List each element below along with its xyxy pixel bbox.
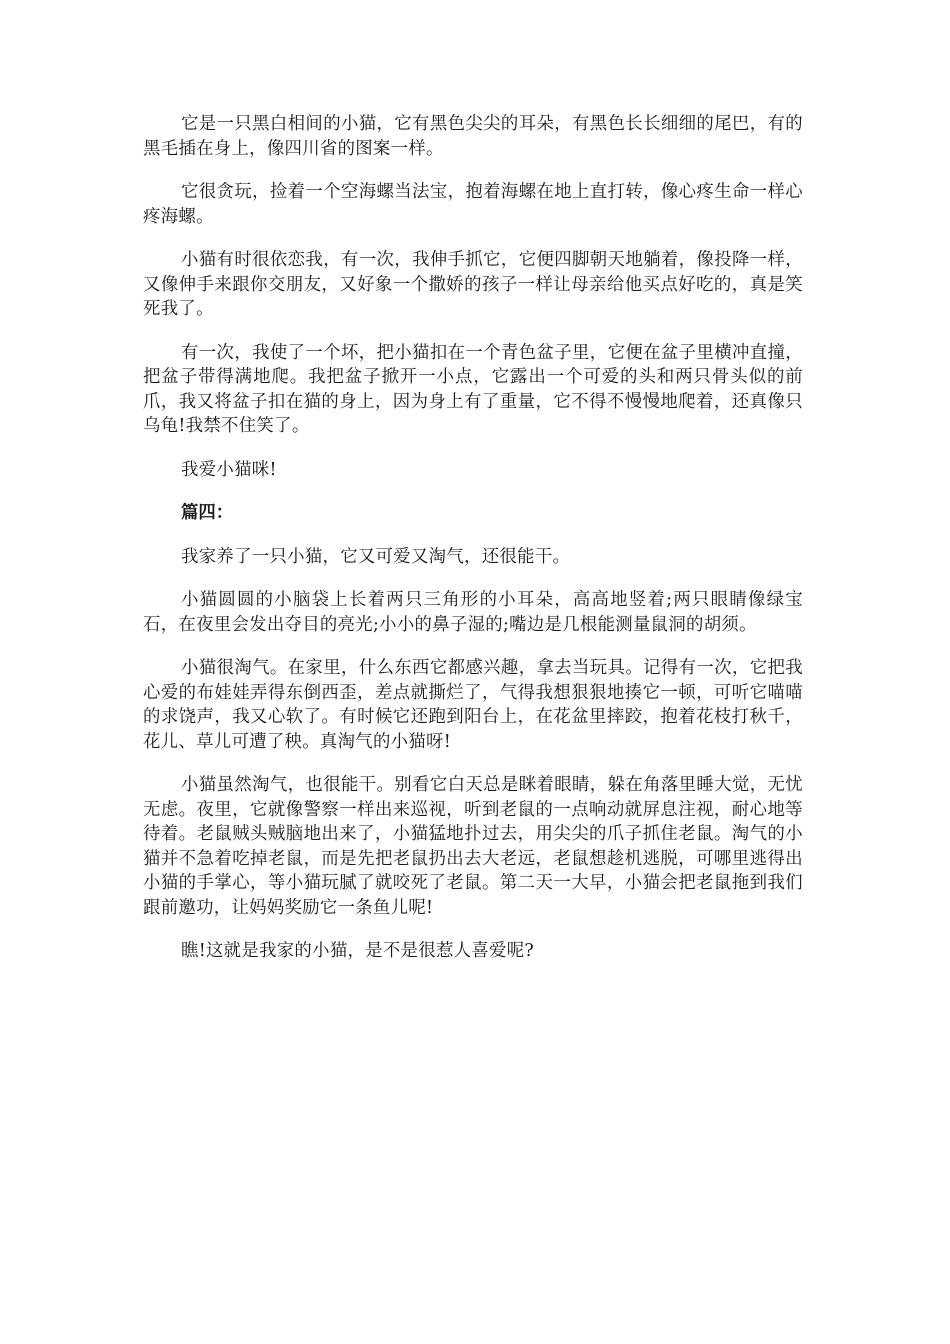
paragraph: 我家养了一只小猫，它又可爱又淘气，还很能干。 [181, 546, 571, 567]
paragraph: 小猫圆圆的小脑袋上长着两只三角形的小耳朵，高高地竖着;两只眼睛像绿宝石，在夜里会发出夺目的亮光;小小的鼻子湿的;嘴边是几根能测量鼠洞的胡须。 [143, 590, 803, 635]
paragraph: 我爱小猫咪! [181, 459, 277, 480]
document-body [143, 112, 803, 983]
paragraph: 小猫有时很依恋我，有一次，我伸手抓它，它便四脚朝天地躺着，像投降一样，又像伸手来跟你交朋友，又好象一个撒娇的孩子一样让母亲给他买点好吃的，真是笑死我了。 [143, 250, 803, 319]
paragraph: 它是一只黑白相间的小猫，它有黑色尖尖的耳朵，有黑色长长细细的尾巴，有的黑毛插在身上，像四川省的图案一样。 [143, 114, 803, 159]
paragraph: 小猫虽然淘气，也很能干。别看它白天总是眯着眼睛，躲在角落里睡大觉，无忧无虑。夜里，它就像警察一样出来巡视，听到老鼠的一点响动就屏息注视，耐心地等待着。老鼠贼头贼脑地出来了，小猫猛地扑过去，用尖尖的爪子抓住老鼠。淘气的小猫并不急着吃掉老鼠，而是先把老鼠扔出去大老远，老鼠想趁机逃脱，可哪里逃得出小猫的手掌心，等小猫玩腻了就咬死了老鼠。第二天一大早，小猫会把老鼠拖到我们跟前邀功，让妈妈奖励它一条鱼儿呢! [143, 775, 803, 918]
paragraph: 瞧!这就是我家的小猫，是不是很惹人喜爱呢? [181, 941, 535, 961]
paragraph: 它很贪玩，捡着一个空海螺当法宝，抱着海螺在地上直打转，像心疼生命一样心疼海螺。 [143, 182, 803, 227]
paragraph: 小猫很淘气。在家里，什么东西它都感兴趣，拿去当玩具。记得有一次，它把我心爱的布娃娃弄得东倒西歪，差点就撕烂了，气得我想狠狠地揍它一顿，可听它喵喵的求饶声，我又心软了。有时候它还跑到阳台上，在花盆里摔跤，抱着花枝打秋千，花儿、草儿可遭了秧。真淘气的小猫呀! [143, 658, 803, 752]
paragraph: 有一次，我使了一个坏，把小猫扣在一个青色盆子里，它便在盆子里横冲直撞，把盆子带得满地爬。我把盆子掀开一小点，它露出一个可爱的头和两只骨头似的前爪，我又将盆子扣在猫的身上，因为身上有了重量，它不得不慢慢地爬着，还真像只乌龟!我禁不住笑了。 [143, 342, 803, 436]
section-heading: 篇四： [181, 503, 234, 523]
